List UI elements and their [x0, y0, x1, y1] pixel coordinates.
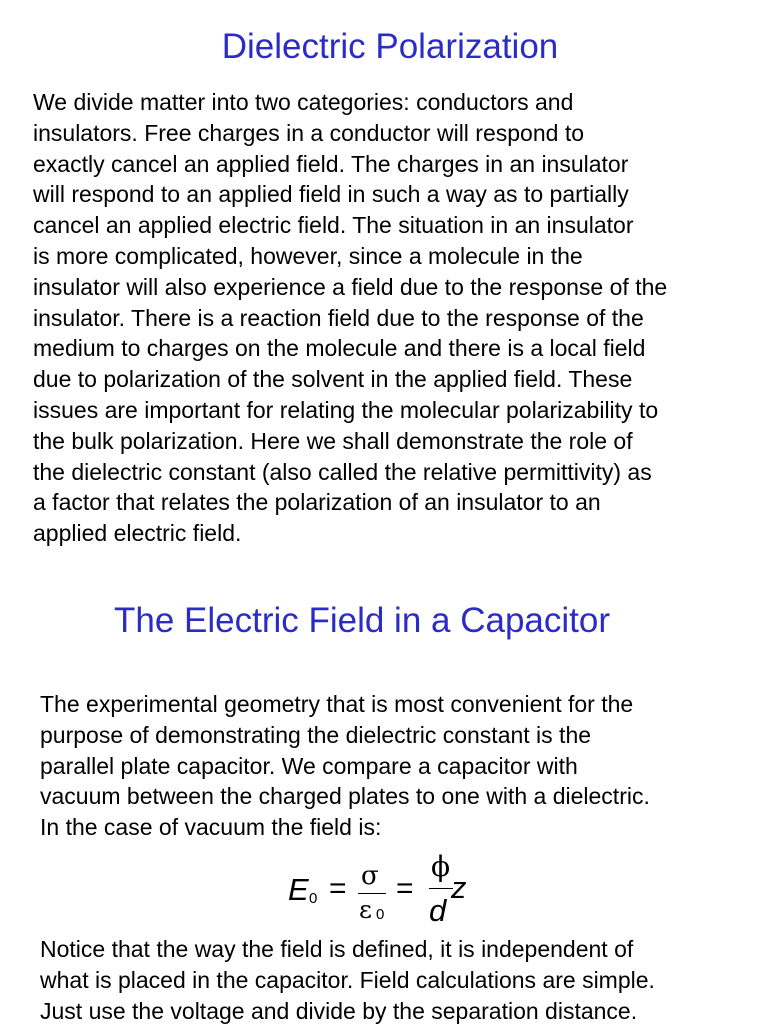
equation-lhs-subscript: 0 — [309, 890, 318, 907]
paragraph-line: purpose of demonstrating the dielectric constant is the — [40, 721, 592, 748]
paragraph-line: what is placed in the capacitor. Field calculations are simple. — [40, 966, 655, 993]
paragraph-line: will respond to an applied field in such a way as to partially — [33, 181, 629, 208]
field-equation — [286, 850, 486, 936]
paragraph-line: parallel plate capacitor. We compare a capacitor with — [40, 752, 578, 779]
paragraph-line: insulator will also experience a field due to the response of the — [33, 273, 668, 300]
paragraph-line: is more complicated, however, since a molecule in the — [33, 242, 583, 269]
equation-epsilon-subscript: 0 — [376, 906, 385, 923]
capacitor-outro-paragraph — [40, 934, 655, 1026]
equation-sigma: σ — [361, 861, 379, 891]
paragraph-line: Just use the voltage and divide by the separation distance. — [40, 997, 638, 1024]
section-title-dielectric-polarization: Dielectric Polarization — [221, 27, 559, 66]
equation-epsilon: ε — [359, 895, 372, 924]
paragraph-line: exactly cancel an applied field. The charges in an insulator — [33, 150, 629, 177]
paragraph-line: insulator. There is a reaction field due to the response of the — [33, 304, 644, 331]
paragraph-line: the bulk polarization. Here we shall demonstrate the role of — [33, 427, 633, 454]
equation-phi: ϕ — [431, 850, 451, 883]
equation-d: d — [429, 893, 447, 928]
fraction-bar — [429, 888, 453, 889]
capacitor-intro-paragraph — [40, 689, 650, 843]
paragraph-line: The experimental geometry that is most convenient for the — [40, 691, 634, 717]
paragraph-line: applied electric field. — [33, 520, 242, 547]
fraction-bar — [358, 893, 386, 894]
paragraph-line: Notice that the way the field is defined, it is independent of — [40, 936, 634, 962]
intro-paragraph — [33, 87, 667, 549]
paragraph-line: the dielectric constant (also called the relative permittivity) as — [33, 458, 652, 485]
paragraph-line: cancel an applied electric field. The situation in an insulator — [33, 212, 634, 239]
equation-lhs: E — [288, 872, 309, 907]
paragraph-line: In the case of vacuum the field is: — [40, 814, 382, 841]
equation-equals: = — [396, 872, 414, 905]
paragraph-line: issues are important for relating the molecular polarizability to — [33, 396, 659, 423]
paragraph-line: We divide matter into two categories: conductors and — [33, 89, 574, 115]
paragraph-line: medium to charges on the molecule and there is a local field — [33, 335, 646, 362]
equation-equals: = — [329, 872, 347, 905]
equation-z: z — [451, 870, 467, 905]
paragraph-line: insulators. Free charges in a conductor will respond to — [33, 119, 585, 146]
paragraph-line: a factor that relates the polarization of an insulator to an — [33, 489, 601, 516]
paragraph-line: vacuum between the charged plates to one with a dielectric. — [40, 783, 650, 810]
section-title-electric-field-capacitor: The Electric Field in a Capacitor — [113, 601, 611, 640]
paragraph-line: due to polarization of the solvent in the applied field. These — [33, 366, 633, 393]
